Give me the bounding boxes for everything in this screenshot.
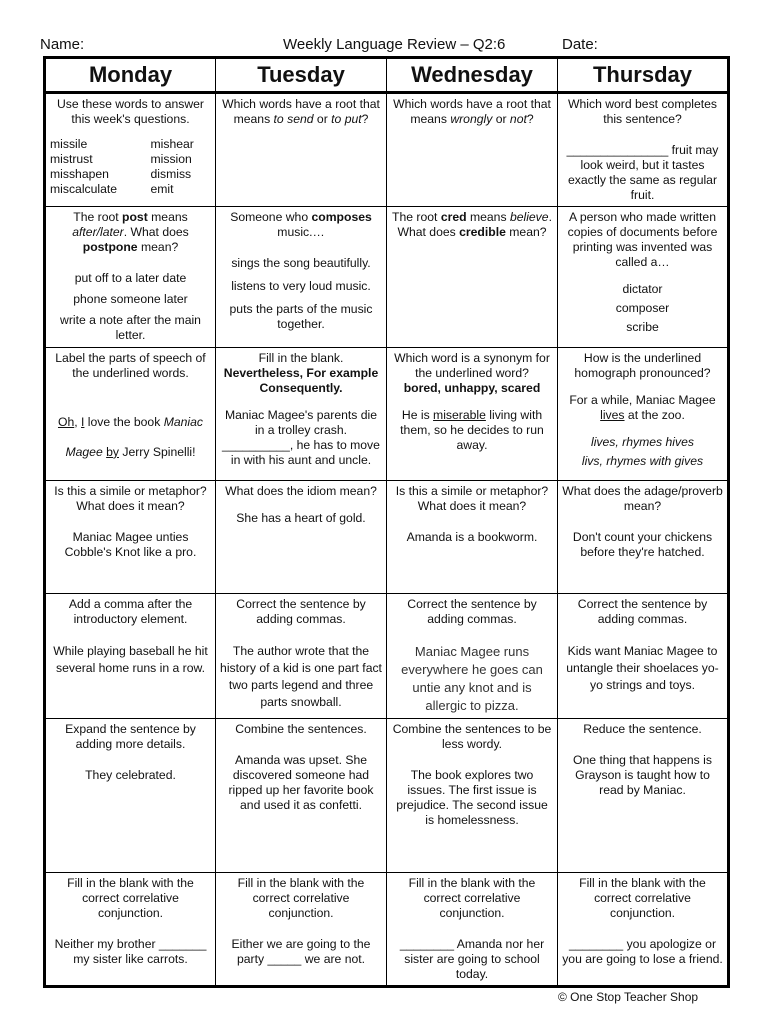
sentence: Maniac Magee's parents die in a trolley crash. __________, he has to move in with his aunt and uncle. xyxy=(222,407,380,467)
cell-wed-4 xyxy=(387,481,558,593)
cell-wed-2 xyxy=(387,207,558,347)
weekly-review-grid xyxy=(43,56,730,988)
worksheet-title: Weekly Language Review – Q2:6 xyxy=(283,36,506,53)
sentence: For a while, Maniac Magee lives at the zoo. xyxy=(569,392,716,422)
sentence: The book explores two issues. The first issue is prejudice. The second issue is homelessness. xyxy=(396,768,548,828)
cell-mon-2 xyxy=(45,207,216,347)
question: Which word is a synonym for the underlined word? xyxy=(394,350,550,380)
cell-tue-1 xyxy=(216,93,387,207)
option: listens to very loud music. xyxy=(231,279,371,294)
cell-thu-4 xyxy=(558,481,729,593)
sentence: Amanda is a bookworm. xyxy=(406,530,538,545)
sentence: ________ Amanda nor her sister are going to school today. xyxy=(399,936,545,981)
question: Which words have a root that means wrongly or not? xyxy=(393,97,551,127)
cell-thu-1 xyxy=(558,93,729,207)
word: mishear xyxy=(150,137,194,152)
question: The root post means after/later. What does postpone mean? xyxy=(72,210,189,255)
question: Correct the sentence by adding commas. xyxy=(577,596,708,626)
option: lives, rhymes hives xyxy=(591,434,694,449)
question: Fill in the blank. xyxy=(258,350,344,365)
sentence: Maniac Magee unties Cobble's Knot like a pro. xyxy=(64,530,197,560)
cell-thu-5 xyxy=(558,593,729,718)
question: A person who made written copies of documents before printing was invented was called a… xyxy=(567,210,718,270)
cell-mon-6 xyxy=(45,719,216,872)
question: Combine the sentences to be less wordy. xyxy=(392,722,552,752)
name-label: Name: xyxy=(40,36,85,53)
word: dismiss xyxy=(150,167,192,182)
question: Label the parts of speech of the underlined words. xyxy=(55,350,206,380)
question: Fill in the blank with the correct correlative conjunction. xyxy=(408,875,536,920)
sentence: Maniac Magee runs everywhere he goes can untie any knot and is allergic to pizza. xyxy=(401,643,543,713)
question: Is this a simile or metaphor? What does it mean? xyxy=(395,484,549,514)
sentence: One thing that happens is Grayson is taught how to read by Maniac. xyxy=(573,753,712,798)
word: miscalculate xyxy=(50,182,118,197)
question: Which words have a root that means to send or to put? xyxy=(222,97,380,127)
option: scribe xyxy=(626,320,659,335)
cell-tue-2 xyxy=(216,207,387,347)
word-list xyxy=(50,137,211,197)
sentence: He is miserable living with them, so he decides to run away. xyxy=(400,407,544,452)
sentence: She has a heart of gold. xyxy=(236,511,366,526)
cell-wed-1 xyxy=(387,93,558,207)
question: Use these words to answer this week's questions. xyxy=(57,97,204,127)
cell-tue-3 xyxy=(216,347,387,480)
day-header-tuesday: Tuesday xyxy=(216,58,387,93)
option: phone someone later xyxy=(73,292,188,307)
options: Nevertheless, For example Consequently. xyxy=(223,365,379,395)
cell-wed-6 xyxy=(387,719,558,872)
cell-tue-7 xyxy=(216,872,387,986)
sentence: ________ you apologize or you are going to lose a friend. xyxy=(562,936,723,966)
question: Correct the sentence by adding commas. xyxy=(236,596,366,626)
cell-mon-1 xyxy=(45,93,216,207)
sentence: _______________ fruit may look weird, but it tastes exactly the same as regular fruit. xyxy=(566,143,719,203)
cell-thu-3 xyxy=(558,347,729,480)
sentence: While playing baseball he hit several home runs in a row. xyxy=(53,643,208,675)
question: Someone who composes music.… xyxy=(230,210,372,240)
sentence: Oh, I love the book Maniac Magee by Jerry Spinelli! xyxy=(57,414,203,459)
sentence: Neither my brother _______ my sister like carrots. xyxy=(54,936,207,966)
cell-mon-5 xyxy=(45,593,216,718)
question: What does the adage/proverb mean? xyxy=(562,484,723,514)
cell-mon-4 xyxy=(45,481,216,593)
option: sings the song beautifully. xyxy=(231,256,371,271)
question: Combine the sentences. xyxy=(235,722,367,737)
options: bored, unhappy, scared xyxy=(403,380,541,395)
option: write a note after the main letter. xyxy=(60,313,201,343)
question: Fill in the blank with the correct correlative conjunction. xyxy=(67,875,194,920)
sentence: Amanda was upset. She discovered someone had ripped up her favorite book and used it as confetti. xyxy=(228,753,374,813)
day-header-thursday: Thursday xyxy=(558,58,729,93)
option: dictator xyxy=(622,282,663,297)
question: Is this a simile or metaphor? What does it mean? xyxy=(54,484,207,514)
cell-tue-6 xyxy=(216,719,387,872)
question: How is the underlined homograph pronounced? xyxy=(574,350,711,380)
cell-wed-3 xyxy=(387,347,558,480)
cell-mon-3 xyxy=(45,347,216,480)
cell-wed-7 xyxy=(387,872,558,986)
question: Add a comma after the introductory element. xyxy=(68,596,193,626)
question: Reduce the sentence. xyxy=(583,722,702,737)
question: The root cred means believe. What does credible mean? xyxy=(392,210,552,240)
question: Correct the sentence by adding commas. xyxy=(407,596,537,626)
word: misshapen xyxy=(50,167,109,182)
question: Expand the sentence by adding more details. xyxy=(65,722,196,752)
question: What does the idiom mean? xyxy=(225,484,377,499)
sentence: They celebrated. xyxy=(85,768,176,783)
page-header xyxy=(40,36,730,56)
option: livs, rhymes with gives xyxy=(581,453,704,468)
word: mission xyxy=(150,152,192,167)
cell-tue-4 xyxy=(216,481,387,593)
word: emit xyxy=(150,182,174,197)
option: composer xyxy=(615,301,670,316)
question: Fill in the blank with the correct correlative conjunction. xyxy=(579,875,706,920)
cell-wed-5 xyxy=(387,593,558,718)
option: puts the parts of the music together. xyxy=(229,302,373,332)
sentence: Either we are going to the party _____ we are not. xyxy=(231,936,371,966)
word: missile xyxy=(50,137,88,152)
sentence: The author wrote that the history of a kid is one part fact two parts legend and three parts snowball. xyxy=(220,643,382,709)
word: mistrust xyxy=(50,152,93,167)
cell-thu-7 xyxy=(558,872,729,986)
date-label: Date: xyxy=(562,36,598,53)
cell-thu-2 xyxy=(558,207,729,347)
day-header-monday: Monday xyxy=(45,58,216,93)
option: put off to a later date xyxy=(74,271,187,286)
cell-mon-7 xyxy=(45,872,216,986)
copyright-footer: © One Stop Teacher Shop xyxy=(558,990,699,1004)
question: Fill in the blank with the correct correlative conjunction. xyxy=(237,875,365,920)
cell-tue-5 xyxy=(216,593,387,718)
question: Which word best completes this sentence? xyxy=(567,97,718,127)
cell-thu-6 xyxy=(558,719,729,872)
sentence: Don't count your chickens before they're hatched. xyxy=(572,530,713,560)
day-header-wednesday: Wednesday xyxy=(387,58,558,93)
sentence: Kids want Maniac Magee to untangle their shoelaces yo-yo strings and toys. xyxy=(566,643,719,692)
